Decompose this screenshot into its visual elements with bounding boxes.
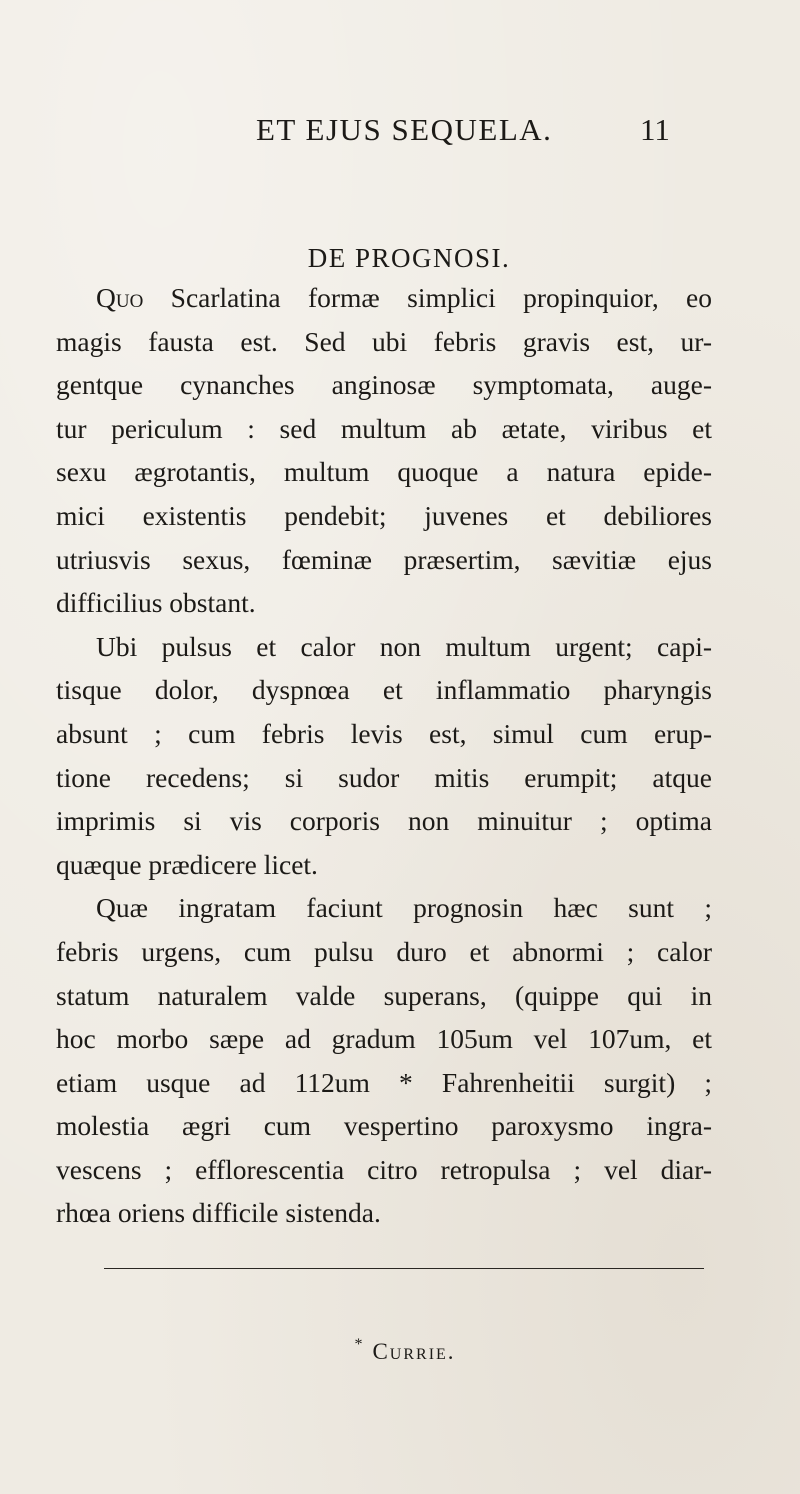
text-line-content: tione recedens; si sudor mitis erumpit; atque [56, 761, 712, 793]
text-line-content: molestia ægri cum vespertino paroxysmo ingra- [56, 1110, 712, 1142]
text-line-content: Scarlatina formæ simplici propinquior, eo [170, 282, 713, 313]
text-line [56, 1104, 712, 1148]
body-text [56, 276, 712, 1235]
text-line [56, 668, 712, 712]
text-line-content: quæque prædicere licet. [56, 848, 318, 880]
text-line [56, 1017, 712, 1061]
text-line-content: etiam usque ad 112um * Fahrenheitii surgit) ; [56, 1066, 712, 1098]
footnote-text: Currie. [372, 1339, 456, 1364]
text-line-content: utriusvis sexus, fœminæ præsertim, sævitiæ ejus [56, 543, 712, 575]
text-line [56, 799, 712, 843]
text-line-content: vescens ; efflorescentia citro retropulsa ; vel diar- [56, 1153, 712, 1185]
text-line-content: sexu ægrotantis, multum quoque a natura epide- [56, 456, 712, 488]
footnote-rule [104, 1268, 704, 1269]
text-line [56, 930, 712, 974]
text-line-content: febris urgens, cum pulsu duro et abnormi ; calor [56, 935, 712, 967]
text-line [56, 320, 712, 364]
text-line [56, 756, 712, 800]
text-line [56, 974, 712, 1018]
text-line [56, 494, 712, 538]
text-line-content: Ubi pulsus et calor non multum urgent; capi- [96, 630, 712, 662]
text-line [56, 1148, 712, 1192]
text-line-content: imprimis si vis corporis non minuitur ; optima [56, 805, 712, 837]
text-line-content: Quæ ingratam faciunt prognosin hæc sunt ; [96, 892, 712, 924]
text-line-content: magis fausta est. Sed ubi febris gravis est, ur- [56, 325, 712, 357]
text-line [56, 886, 712, 930]
text-line [56, 581, 712, 625]
text-line-content: difficilius obstant. [56, 587, 256, 619]
footnote [0, 1336, 800, 1365]
text-line [56, 843, 712, 887]
text-line [56, 1191, 712, 1235]
text-line [56, 276, 712, 320]
running-head [0, 112, 800, 152]
text-line-content: absunt ; cum febris levis est, simul cum erup- [56, 717, 712, 749]
text-line [56, 407, 712, 451]
page-number: 11 [640, 112, 670, 147]
text-line-content: gentque cynanches anginosæ symptomata, auge- [56, 369, 712, 401]
footnote-marker: * [354, 1336, 365, 1353]
text-line-content: statum naturalem valde superans, (quippe qui in [56, 979, 712, 1011]
text-line-content: tur periculum : sed multum ab ætate, viribus et [56, 412, 712, 444]
text-line [56, 450, 712, 494]
text-line [56, 625, 712, 669]
text-line [56, 538, 712, 582]
section-heading: DE PROGNOSI. [307, 243, 511, 273]
text-line-content: mici existentis pendebit; juvenes et debiliores [56, 499, 712, 531]
paragraph-lead-word: Quo [96, 282, 144, 313]
text-line-content: hoc morbo sæpe ad gradum 105um vel 107um, et [56, 1023, 712, 1055]
text-line [56, 363, 712, 407]
text-line-content: tisque dolor, dyspnœa et inflammatio pharyngis [56, 674, 712, 706]
text-line [56, 1061, 712, 1105]
text-line [56, 712, 712, 756]
running-title: ET EJUS SEQUELA. [256, 112, 553, 147]
text-line-content: rhœa oriens difficile sistenda. [56, 1197, 381, 1229]
